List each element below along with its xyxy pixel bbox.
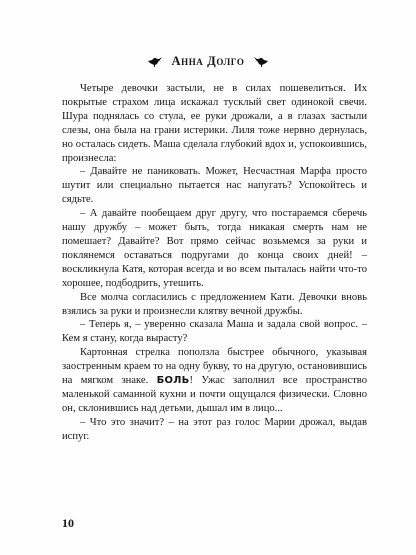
page-number: 10 <box>62 516 74 530</box>
highlighted-word: БОЛЬ <box>156 375 190 387</box>
paragraph: – Теперь я, – уверенно сказала Маша и задала свой вопрос. – Кем я стану, когда вырасту? <box>62 319 367 345</box>
paragraph: – Давайте не паниковать. Может, Несчастная Марфа просто шутит или специально пытается нас напугать? Успокойтесь и сядьте. <box>62 166 367 206</box>
paragraph: – А давайте пообещаем друг другу, что постараемся сберечь нашу дружбу – может быть, тогда никакая смерть нам не помешает? Давайте? Вот прямо сейчас возьмемся за руки и поклянемся оставаться подругами до конца своих дней! – воскликнула Катя, которая всегда и во всем пыталась найти что-то хорошее, подбодрить, утешить. <box>62 208 367 289</box>
raven-icon <box>253 56 269 68</box>
running-header <box>0 54 416 69</box>
paragraph <box>62 346 367 416</box>
paragraph: Четыре девочки застыли, не в силах пошевелиться. Их покрытые страхом лица искажал тусклый свет одинокой свечи. Шура поднялась со стула, ее руки дрожали, а в глазах застыли слезы, она была на грани истерики. Лиля тоже нервно дернулась, но осталась сидеть. Маша сделала глубокий вдох и, успокоившись, произнесла: <box>62 83 367 164</box>
raven-icon <box>147 56 163 68</box>
paragraph-text: ! Ужас заполнил все пространство маленькой саманной кухни и почти ощущался физически. Словно он, склонившись над детьми, дышал им в лицо... <box>62 375 367 414</box>
paragraph: Все молча согласились с предложением Кати. Девочки вновь взялись за руки и произнесли клятву вечной дружбы. <box>62 291 367 317</box>
paragraph: – Что это значит? – на этот раз голос Марии дрожал, выдав испуг. <box>62 416 367 442</box>
author-name: Анна Долго <box>171 54 245 68</box>
paragraph-text: Картонная стрелка поползла быстрее обычного, указывая заостренным краем то на одну букву, то на другую, остановившись на мягком знаке. <box>62 347 367 387</box>
body-text <box>62 82 367 444</box>
